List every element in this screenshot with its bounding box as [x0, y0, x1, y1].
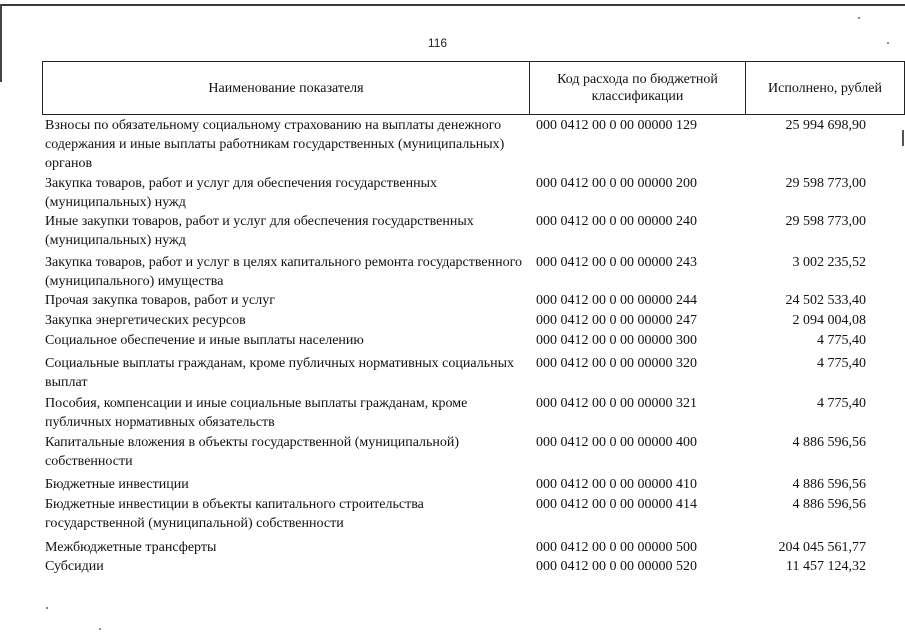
row-amount: 4 775,40 — [817, 356, 866, 371]
row-name: Капитальные вложения в объекты государственной (муниципальной) собственности — [45, 435, 460, 469]
row-amount: 4 886 596,56 — [792, 435, 866, 450]
row-amount: 2 094 004,08 — [792, 313, 866, 328]
row-code: 000 0412 00 0 00 00000 240 — [536, 214, 697, 229]
row-amount: 29 598 773,00 — [785, 176, 866, 191]
row-amount: 204 045 561,77 — [778, 540, 866, 555]
row-code: 000 0412 00 0 00 00000 247 — [536, 313, 697, 328]
row-name: Субсидии — [45, 559, 104, 574]
row-name: Бюджетные инвестиции — [45, 477, 189, 492]
row-amount: 29 598 773,00 — [785, 214, 866, 229]
row-amount: 3 002 235,52 — [792, 255, 866, 270]
row-name: Закупка товаров, работ и услуг для обеспечения государственных (муниципальных) нужд — [45, 176, 438, 210]
row-name: Социальные выплаты гражданам, кроме публичных нормативных социальных выплат — [45, 356, 514, 390]
row-name: Закупка энергетических ресурсов — [45, 313, 246, 328]
row-amount: 4 775,40 — [817, 396, 866, 411]
row-code: 000 0412 00 0 00 00000 200 — [536, 176, 697, 191]
row-code: 000 0412 00 0 00 00000 321 — [536, 396, 697, 411]
row-amount: 4 886 596,56 — [792, 477, 866, 492]
row-name: Межбюджетные трансферты — [45, 540, 217, 555]
page-number: 116 — [427, 36, 448, 50]
row-amount: 11 457 124,32 — [786, 559, 866, 574]
row-code: 000 0412 00 0 00 00000 129 — [536, 118, 697, 133]
row-amount: 24 502 533,40 — [785, 293, 866, 308]
row-code: 000 0412 00 0 00 00000 520 — [536, 559, 697, 574]
row-amount: 4 886 596,56 — [792, 497, 866, 512]
row-name: Взносы по обязательному социальному страхованию на выплаты денежного содержания и иные выплаты работникам государственных (муниципальных) органов — [45, 118, 505, 171]
row-name: Прочая закупка товаров, работ и услуг — [45, 293, 275, 308]
row-code: 000 0412 00 0 00 00000 320 — [536, 356, 697, 371]
row-code: 000 0412 00 0 00 00000 400 — [536, 435, 697, 450]
row-name: Закупка товаров, работ и услуг в целях капитального ремонта государственного (муниципального) имущества — [45, 255, 522, 289]
row-code: 000 0412 00 0 00 00000 500 — [536, 540, 697, 555]
row-code: 000 0412 00 0 00 00000 410 — [536, 477, 697, 492]
row-name: Бюджетные инвестиции в объекты капитального строительства государственной (муниципальной) собственности — [45, 497, 424, 531]
row-code: 000 0412 00 0 00 00000 300 — [536, 333, 697, 348]
row-name: Социальное обеспечение и иные выплаты населению — [45, 333, 364, 348]
row-code: 000 0412 00 0 00 00000 243 — [536, 255, 697, 270]
row-name: Иные закупки товаров, работ и услуг для обеспечения государственных (муниципальных) нужд — [45, 214, 474, 248]
row-name: Пособия, компенсации и иные социальные выплаты гражданам, кроме публичных нормативных обязательств — [45, 396, 468, 430]
header-executed-column: Исполнено, рублей — [746, 62, 905, 115]
row-amount: 25 994 698,90 — [785, 118, 866, 133]
header-name-column: Наименование показателя — [43, 62, 530, 115]
row-code: 000 0412 00 0 00 00000 244 — [536, 293, 697, 308]
row-code: 000 0412 00 0 00 00000 414 — [536, 497, 697, 512]
row-amount: 4 775,40 — [817, 333, 866, 348]
header-code-column: Код расхода по бюджетной классификации — [530, 62, 746, 115]
